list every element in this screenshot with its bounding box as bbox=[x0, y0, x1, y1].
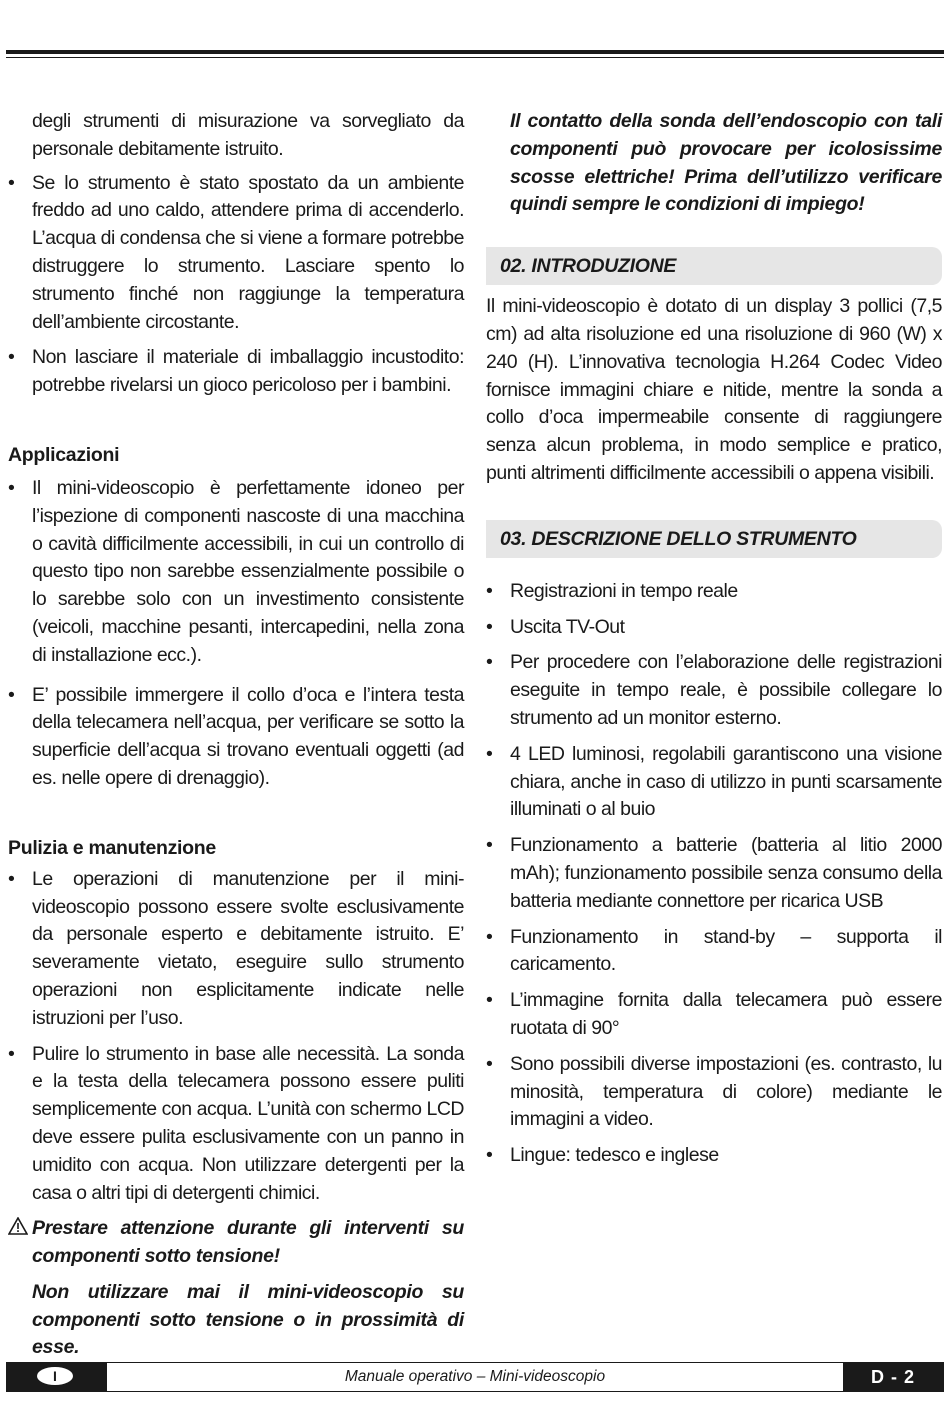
applicazioni-bullets bbox=[8, 475, 464, 793]
page-number: D - 2 bbox=[843, 1363, 943, 1391]
bullet-icon: • bbox=[486, 834, 493, 857]
list-item: • Sono possibili diverse impostazioni (es. contrasto, lu minosità, temperatura di colore) mediante le immagini a video. bbox=[486, 1052, 942, 1131]
list-item: • 4 LED luminosi, regolabili garantiscono una visione chiara, anche in caso di utilizzo in punti scarsamente illuminati o al buio bbox=[486, 742, 942, 821]
list-item: • Pulire lo strumento in base alle necessità. La sonda e la testa della telecamera possono essere puliti semplicemente con acqua. L’unità con schermo LCD deve essere pulita esclusivamente con un panno in umidito con acqua. Non utilizzare detergenti per la casa o altri tipi di detergenti chimici. bbox=[8, 1042, 464, 1204]
footer-language-block bbox=[7, 1363, 107, 1391]
warning-triangle-icon bbox=[8, 1217, 28, 1240]
left-column bbox=[8, 108, 464, 1362]
list-item: • Se lo strumento è stato spostato da un ambiente freddo ad uno caldo, attendere prima di accenderlo. L’acqua di condensa che si viene a formare potrebbe distruggere lo strumento. Lasciare spento lo strumento finché non raggiunge la temperatura dell’ambiente circostante. bbox=[8, 171, 464, 333]
bullet-icon: • bbox=[486, 615, 493, 638]
bullet-icon: • bbox=[8, 476, 15, 499]
features-list bbox=[486, 578, 942, 1170]
list-item: • Funzionamento a batterie (batteria al litio 2000 mAh); funzionamento possibile senza consumo della batteria mediante connettore per ricarica USB bbox=[486, 834, 942, 912]
applicazioni-heading: Applicazioni bbox=[8, 443, 120, 466]
introduzione-text: Il mini-videoscopio è dotato di un display 3 pollici (7,5 cm) ad alta risoluzione ed una risoluzione di 960 (W) x 240 (H). L’innovativa tecnologia H.264 Codec Video fornisce immagini chiare e nitide, mentre la sonda a collo d’oca impermeabile consente di raggiungere senza alcun problema, in modo semplice e pratico, punti altrimenti difficilmente accessibili o appena visibili. bbox=[486, 295, 942, 484]
list-item: • Per procedere con l’elaborazione delle registrazioni eseguite in tempo reale, è possibile collegare lo strumento ad un monitor esterno. bbox=[486, 651, 942, 729]
bullet-icon: • bbox=[8, 171, 15, 194]
section-descrizione-title: 03. DESCRIZIONE DELLO STRUMENTO bbox=[486, 520, 942, 558]
top-rule-thin bbox=[6, 57, 944, 58]
bullet-icon: • bbox=[486, 742, 493, 765]
list-item: • Funzionamento in stand-by – supporta il caricamento. bbox=[486, 925, 942, 976]
warning-text-1: Prestare attenzione durante gli interventi su componenti sotto tensione! bbox=[32, 1217, 464, 1268]
language-badge: I bbox=[37, 1367, 73, 1385]
list-item: • Non lasciare il materiale di imballaggio incustodito: potrebbe rivelarsi un gioco pericoloso per i bambini. bbox=[8, 346, 464, 397]
footer-title: Manuale operativo – Mini-videoscopio bbox=[344, 1368, 606, 1385]
list-item: • L’immagine fornita dalla telecamera può essere ruotata di 90° bbox=[486, 989, 942, 1039]
bullet-icon: • bbox=[8, 683, 15, 706]
bullet-icon: • bbox=[8, 346, 15, 369]
list-item: • Uscita TV-Out bbox=[486, 614, 942, 642]
right-column bbox=[486, 108, 942, 1178]
list-item: • Il mini-videoscopio è perfettamente idoneo per l’ispezione di componenti nascoste di una macchina o cavità difficilmente accessibili, in cui un controllo di questo tipo non sarebbe essenzialmente possibile o lo sarebbe solo con un investimento consistente (veicoli, macchine pesanti, intercapedini, nella zona di installazione ecc.). bbox=[8, 476, 464, 666]
warning-text-2: Non utilizzare mai il mini-videoscopio su componenti sotto tensione o in prossimità di esse. bbox=[32, 1280, 464, 1359]
pulizia-heading: Pulizia e manutenzione bbox=[8, 836, 216, 859]
footer bbox=[6, 1362, 944, 1392]
bullet-icon: • bbox=[486, 651, 493, 674]
bullet-icon: • bbox=[486, 579, 493, 602]
intro-continuation: degli strumenti di misurazione va sorvegliato da personale debitamente istruito. bbox=[32, 110, 464, 160]
section-introduzione-title: 02. INTRODUZIONE bbox=[486, 247, 942, 285]
bullet-icon: • bbox=[8, 867, 15, 890]
list-item: • Lingue: tedesco e inglese bbox=[486, 1142, 942, 1170]
bullet-icon: • bbox=[486, 1144, 493, 1167]
list-item: • Le operazioni di manutenzione per il mini-videoscopio possono essere svolte esclusivamente da personale esperto e debitamente istruito. E’ severamente vietato, eseguire sullo strumento operazioni non esplicitamente indicate nelle istruzioni per l’uso. bbox=[8, 867, 464, 1029]
safety-bullets bbox=[8, 170, 464, 400]
bullet-icon: • bbox=[486, 925, 493, 948]
warning-block bbox=[8, 1215, 464, 1362]
top-rule bbox=[6, 50, 944, 54]
bullet-icon: • bbox=[486, 1052, 493, 1075]
pulizia-bullets bbox=[8, 866, 464, 1208]
bullet-icon: • bbox=[486, 989, 493, 1012]
list-item: • Registrazioni in tempo reale bbox=[486, 578, 942, 606]
bullet-icon: • bbox=[8, 1042, 15, 1065]
warning-text-3: Il contatto della sonda dell’endoscopio con tali componenti può provocare per icolosissime scosse elettriche! Prima dell’utilizzo verificare quindi sempre le condizioni di impiego! bbox=[510, 110, 942, 216]
list-item: • E’ possibile immergere il collo d’oca e l’intera testa della telecamera nell’acqua, per verificare se sotto la superficie dell’acqua si trovano eventuali oggetti (ad es. nelle opere di drenaggio). bbox=[8, 683, 464, 789]
